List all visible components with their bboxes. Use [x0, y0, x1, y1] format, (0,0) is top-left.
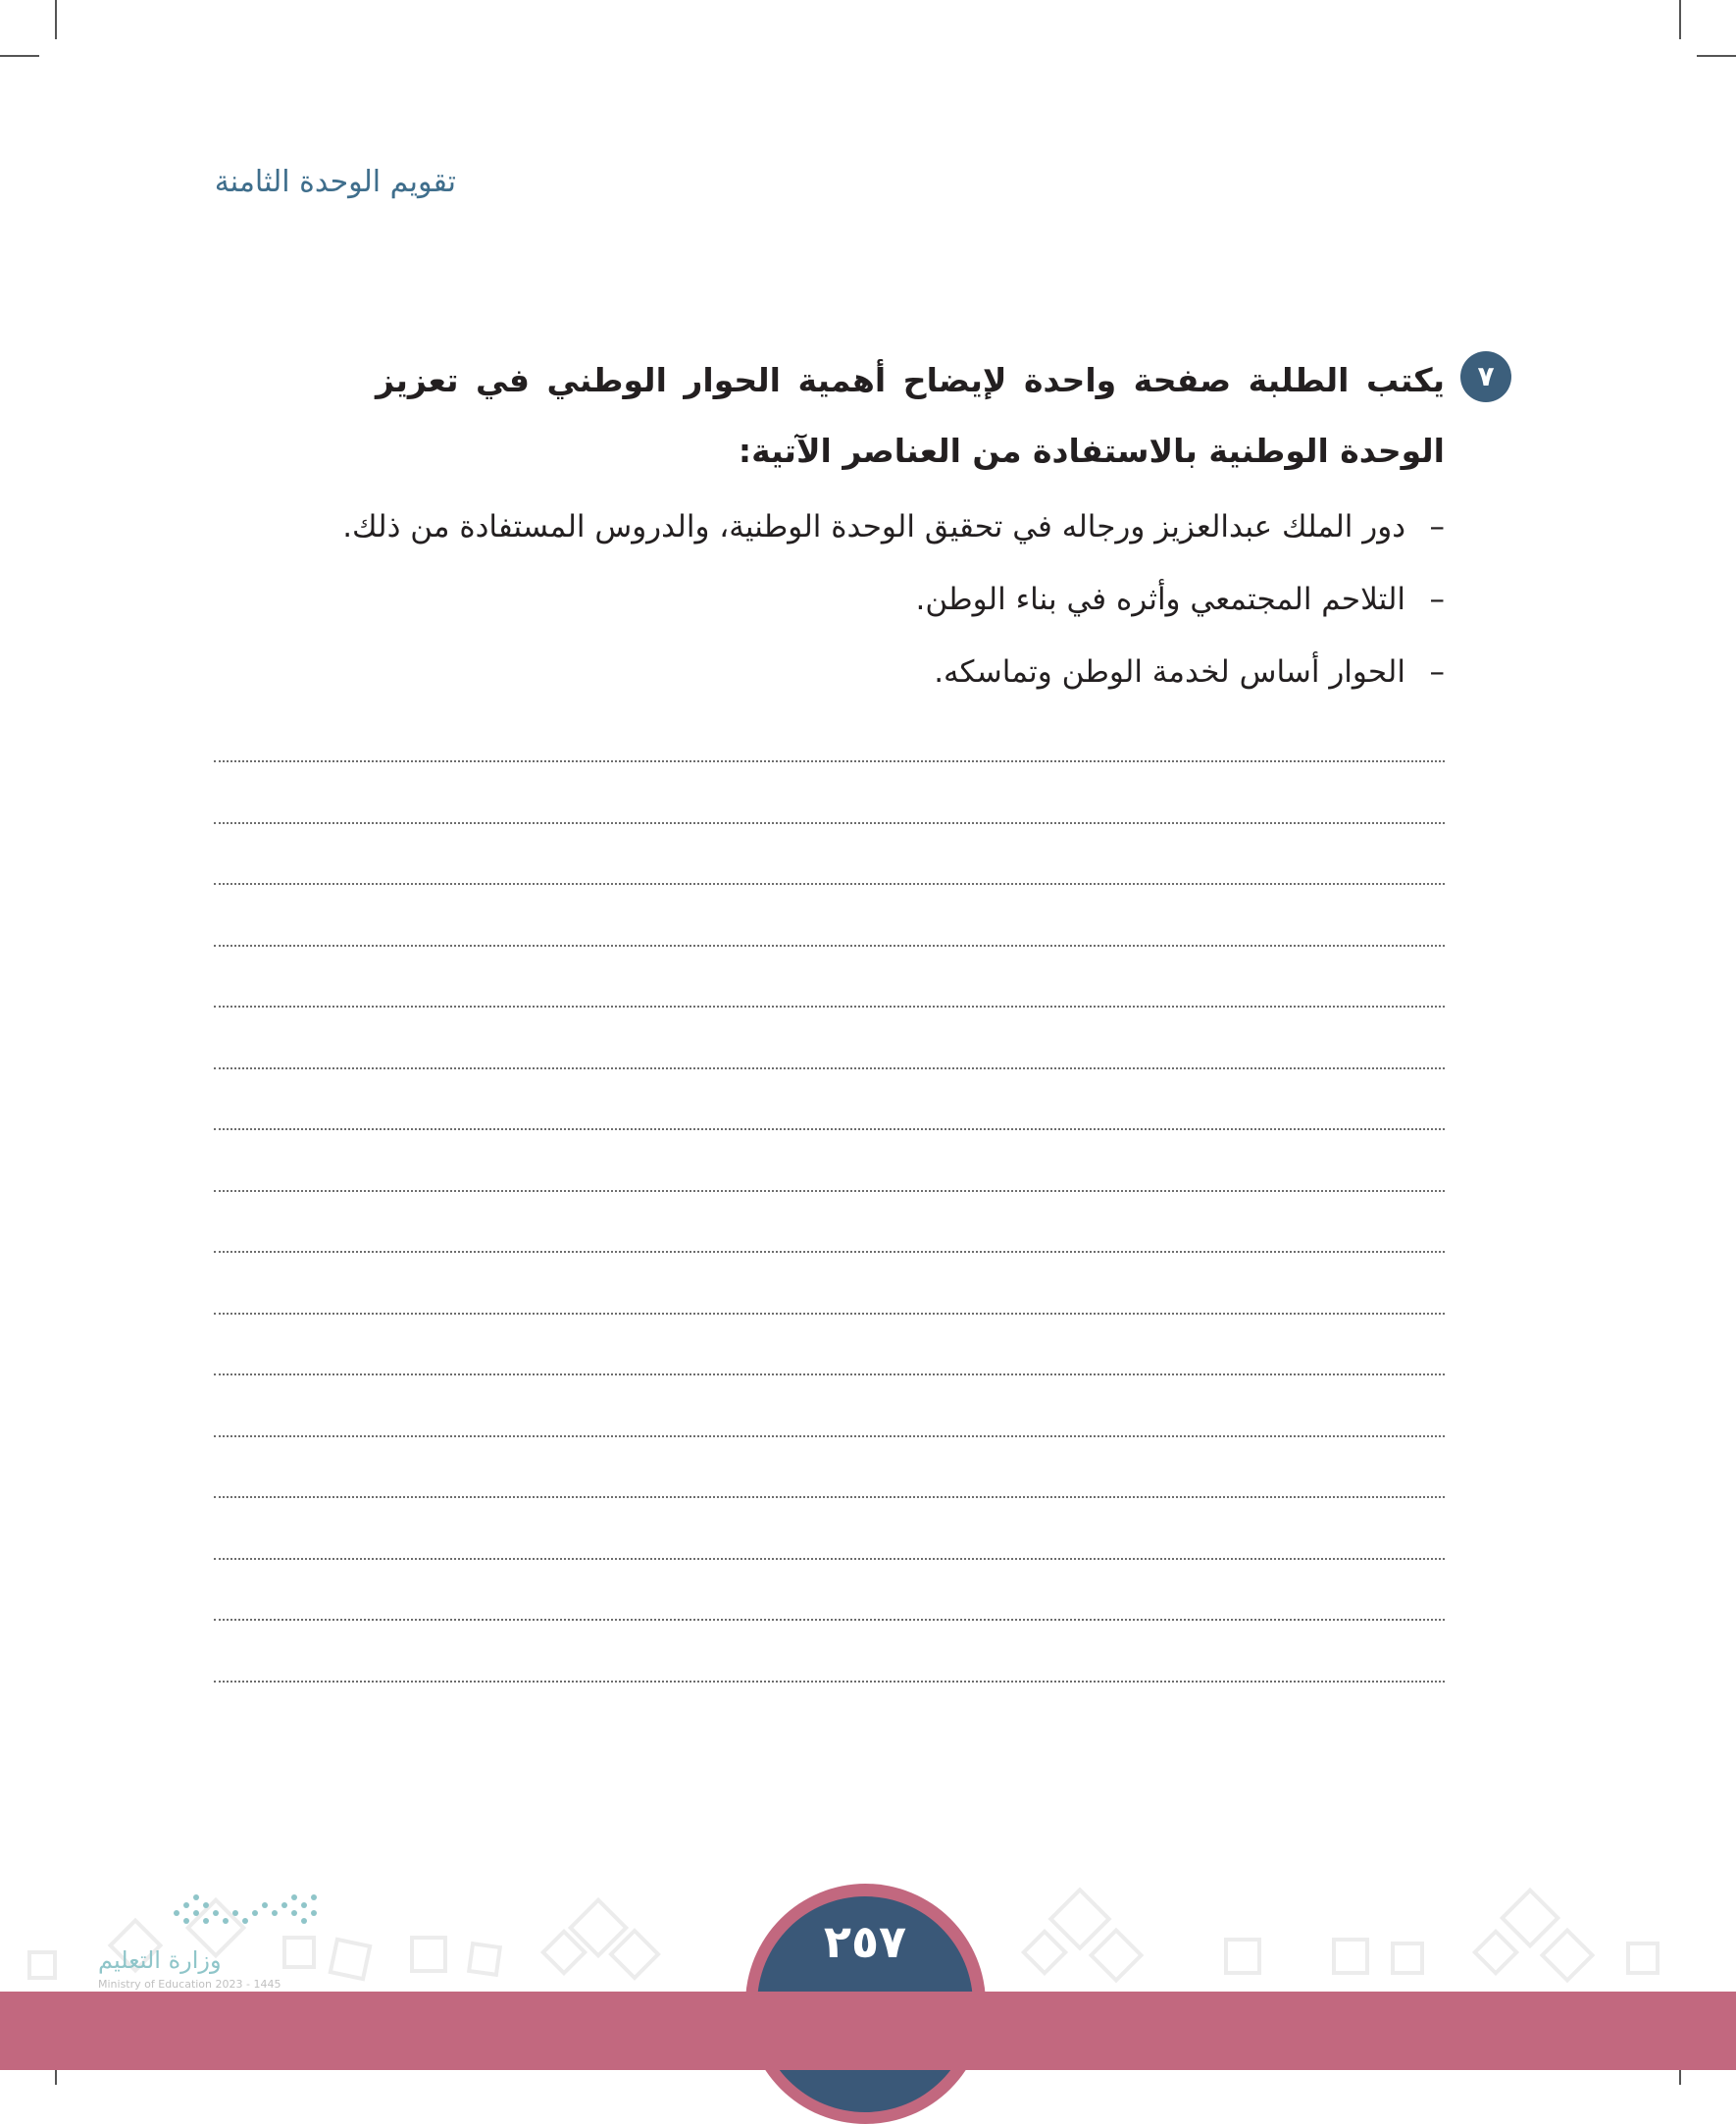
answer-line[interactable] — [214, 883, 1445, 885]
list-item — [342, 491, 1445, 563]
answer-line[interactable] — [214, 1067, 1445, 1069]
ministry-logo-text: وزارة التعليم — [98, 1946, 222, 1974]
answer-line[interactable] — [214, 1619, 1445, 1621]
ministry-logo-subtext: Ministry of Education 2023 - 1445 — [98, 1978, 281, 1991]
list-item-text: التلاحم المجتمعي وأثره في بناء الوطن. — [915, 582, 1405, 617]
items-list — [342, 491, 1445, 708]
dash-bullet: – — [1429, 654, 1445, 690]
answer-line[interactable] — [214, 760, 1445, 762]
question-number-badge: ٧ — [1460, 351, 1511, 402]
crop-mark — [1697, 55, 1736, 57]
answer-line[interactable] — [214, 1496, 1445, 1498]
answer-line[interactable] — [214, 822, 1445, 824]
crop-mark — [1679, 0, 1681, 39]
page-header-title: تقويم الوحدة الثامنة — [214, 165, 456, 199]
answer-line[interactable] — [214, 1313, 1445, 1315]
dash-bullet: – — [1429, 509, 1445, 544]
answer-lines — [214, 760, 1445, 1741]
question-block — [376, 345, 1495, 487]
answer-line[interactable] — [214, 1373, 1445, 1375]
crop-mark — [55, 0, 57, 39]
list-item-text: دور الملك عبدالعزيز ورجاله في تحقيق الوحدة الوطنية، والدروس المستفادة من ذلك. — [342, 509, 1405, 544]
list-item — [376, 636, 1445, 708]
footer-band — [0, 1992, 1736, 2070]
list-item — [376, 563, 1445, 636]
ministry-logo-icon — [167, 1884, 324, 1943]
dash-bullet: – — [1429, 582, 1445, 617]
answer-line[interactable] — [214, 1681, 1445, 1683]
answer-line[interactable] — [214, 1190, 1445, 1192]
crop-mark — [0, 55, 39, 57]
answer-line[interactable] — [214, 1435, 1445, 1437]
page-number: ٢٥٧ — [823, 1915, 907, 1968]
answer-line[interactable] — [214, 1006, 1445, 1008]
answer-line[interactable] — [214, 1128, 1445, 1130]
list-item-text: الحوار أساس لخدمة الوطن وتماسكه. — [934, 654, 1405, 690]
question-text: يكتب الطلبة صفحة واحدة لإيضاح أهمية الحوار الوطني في تعزيز الوحدة الوطنية بالاستفادة من العناصر الآتية: — [376, 361, 1445, 470]
answer-line[interactable] — [214, 1558, 1445, 1560]
answer-line[interactable] — [214, 1251, 1445, 1253]
answer-line[interactable] — [214, 945, 1445, 947]
